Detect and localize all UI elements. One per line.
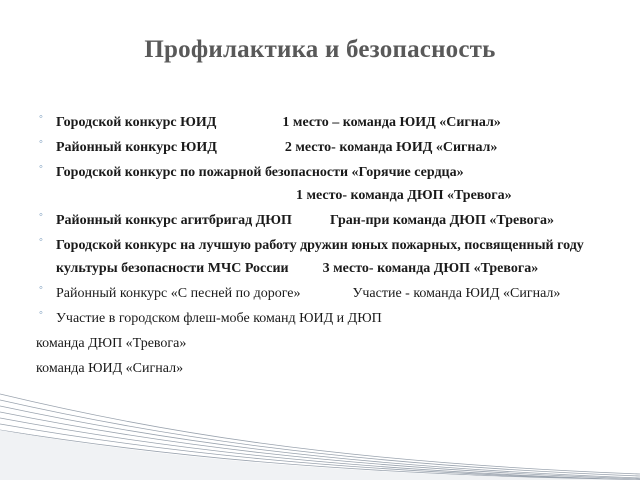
- item-result: 1 место – команда ЮИД «Сигнал»: [282, 115, 501, 130]
- decorative-swoosh: [0, 390, 640, 480]
- item-label: Городской конкурс на лучшую работу дружин юных пожарных, посвященный году культуры безопасности МЧС России: [56, 238, 584, 276]
- item-label: Городской конкурс ЮИД: [56, 115, 217, 130]
- item-label: Районный конкурс «С песней по дороге»: [56, 286, 301, 301]
- item-result: Участие - команда ЮИД «Сигнал»: [352, 286, 561, 301]
- item-label: Участие в городском флеш-мобе команд ЮИД и ДЮП: [56, 311, 382, 326]
- list-item: [39, 234, 622, 280]
- list-item: [39, 307, 622, 330]
- slide-content: [36, 111, 622, 380]
- bullet-icon: ◦: [39, 209, 43, 221]
- bullet-icon: ◦: [39, 161, 43, 173]
- list-item: [39, 209, 622, 232]
- bullet-icon: ◦: [39, 307, 43, 319]
- item-result: 2 место- команда ЮИД «Сигнал»: [284, 140, 498, 155]
- slide-title: Профилактика и безопасность: [144, 36, 496, 63]
- bullet-icon: ◦: [39, 234, 43, 246]
- item-result: 3 место- команда ДЮП «Тревога»: [322, 261, 539, 276]
- list-item: [39, 282, 622, 305]
- bullet-icon: ◦: [39, 111, 43, 123]
- item-result: Гран-при команда ДЮП «Тревога»: [329, 213, 555, 228]
- list-item: [39, 111, 622, 134]
- bullet-icon: ◦: [39, 136, 43, 148]
- list-item: [39, 161, 622, 207]
- item-label: Районный конкурс ЮИД: [56, 140, 217, 155]
- bullet-icon: ◦: [39, 282, 43, 294]
- list-item: [39, 136, 622, 159]
- plain-line: команда ЮИД «Сигнал»: [36, 361, 184, 376]
- item-result: 1 место- команда ДЮП «Тревога»: [296, 188, 512, 203]
- item-label: Районный конкурс агитбригад ДЮП: [56, 213, 292, 228]
- item-label: Городской конкурс по пожарной безопасности «Горячие сердца»: [56, 165, 464, 180]
- plain-line: команда ДЮП «Тревога»: [36, 336, 187, 351]
